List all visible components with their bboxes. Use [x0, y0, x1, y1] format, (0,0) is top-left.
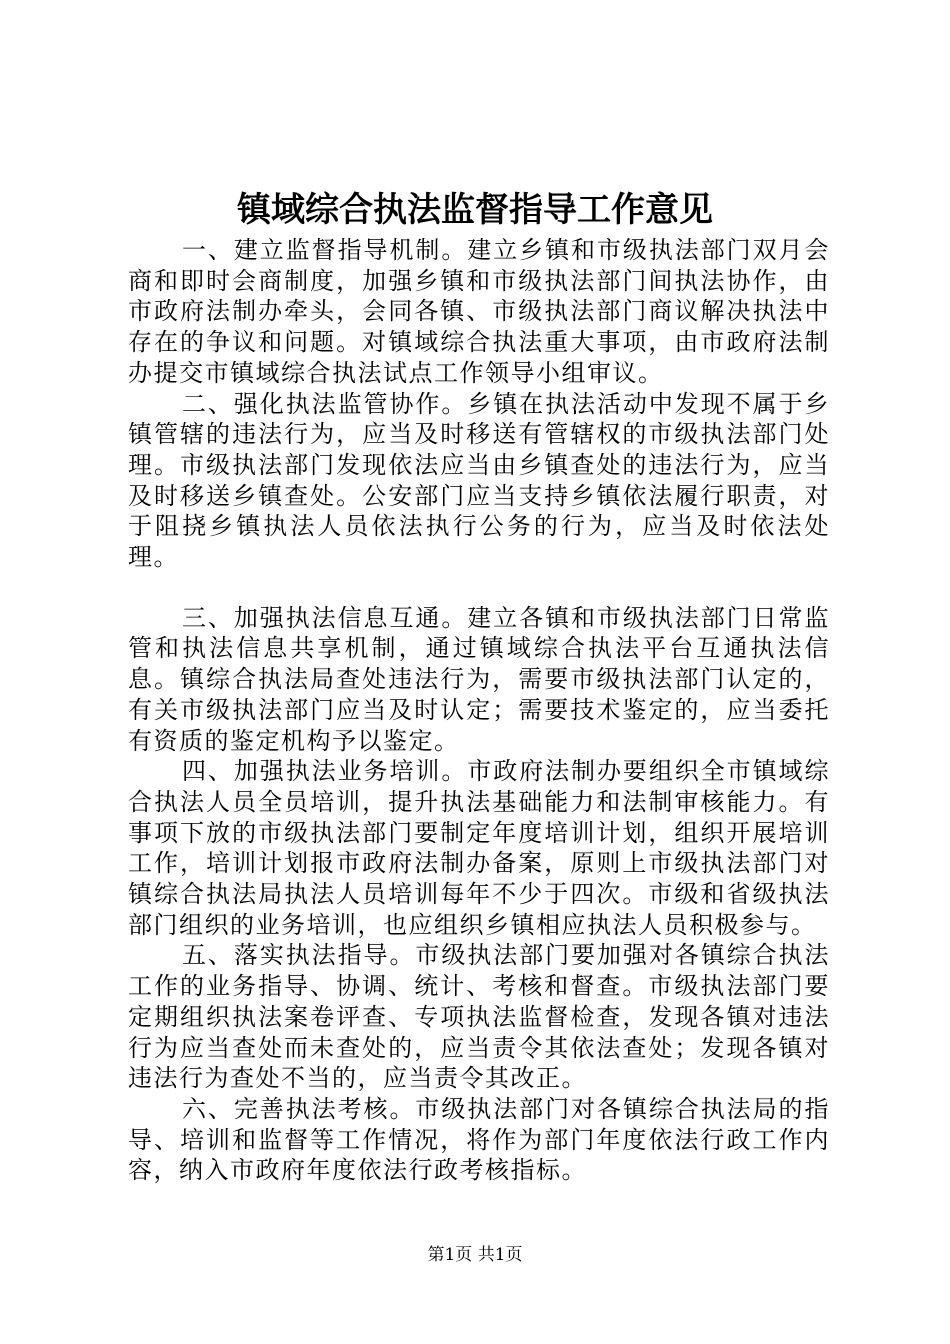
paragraph-3: 三、加强执法信息互通。建立各镇和市级执法部门日常监管和执法信息共享机制，通过镇域综合执法平台互通执法信息。镇综合执法局查处违法行为，需要市级执法部门认定的，有关市级执法部门应当及时认定；需要技术鉴定的，应当委托有资质的鉴定机构予以鉴定。 — [128, 603, 830, 755]
document-body — [128, 235, 830, 1186]
document-title: 镇域综合执法监督指导工作意见 — [237, 190, 713, 230]
paragraph-6: 六、完善执法考核。市级执法部门对各镇综合执法局的指导、培训和监督等工作情况，将作为部门年度依法行政工作内容，纳入市政府年度依法行政考核指标。 — [128, 1094, 830, 1185]
paragraph-5: 五、落实执法指导。市级执法部门要加强对各镇综合执法工作的业务指导、协调、统计、考核和督查。市级执法部门要定期组织执法案卷评查、专项执法监督检查，发现各镇对违法行为应当查处而未查处的，应当责令其依法查处；发现各镇对违法行为查处不当的，应当责令其改正。 — [128, 941, 830, 1093]
paragraph-2: 二、强化执法监管协作。乡镇在执法活动中发现不属于乡镇管辖的违法行为，应当及时移送有管辖权的市级执法部门处理。市级执法部门发现依法应当由乡镇查处的违法行为，应当及时移送乡镇查处。公安部门应当支持乡镇依法履行职责，对于阻挠乡镇执法人员依法执行公务的行为，应当及时依法处理。 — [128, 389, 830, 572]
page-number-footer: 第1页 共1页 — [427, 1245, 523, 1265]
paragraph-1: 一、建立监督指导机制。建立乡镇和市级执法部门双月会商和即时会商制度，加强乡镇和市级执法部门间执法协作，由市政府法制办牵头，会同各镇、市级执法部门商议解决执法中存在的争议和问题。对镇域综合执法重大事项，由市政府法制办提交市镇域综合执法试点工作领导小组审议。 — [128, 236, 830, 387]
paragraph-4: 四、加强执法业务培训。市政府法制办要组织全市镇域综合执法人员全员培训，提升执法基础能力和法制审核能力。有事项下放的市级执法部门要制定年度培训计划，组织开展培训工作，培训计划报市政府法制办备案，原则上市级执法部门对镇综合执法局执法人员培训每年不少于四次。市级和省级执法部门组织的业务培训，也应组织乡镇相应执法人员积极参与。 — [128, 757, 830, 939]
